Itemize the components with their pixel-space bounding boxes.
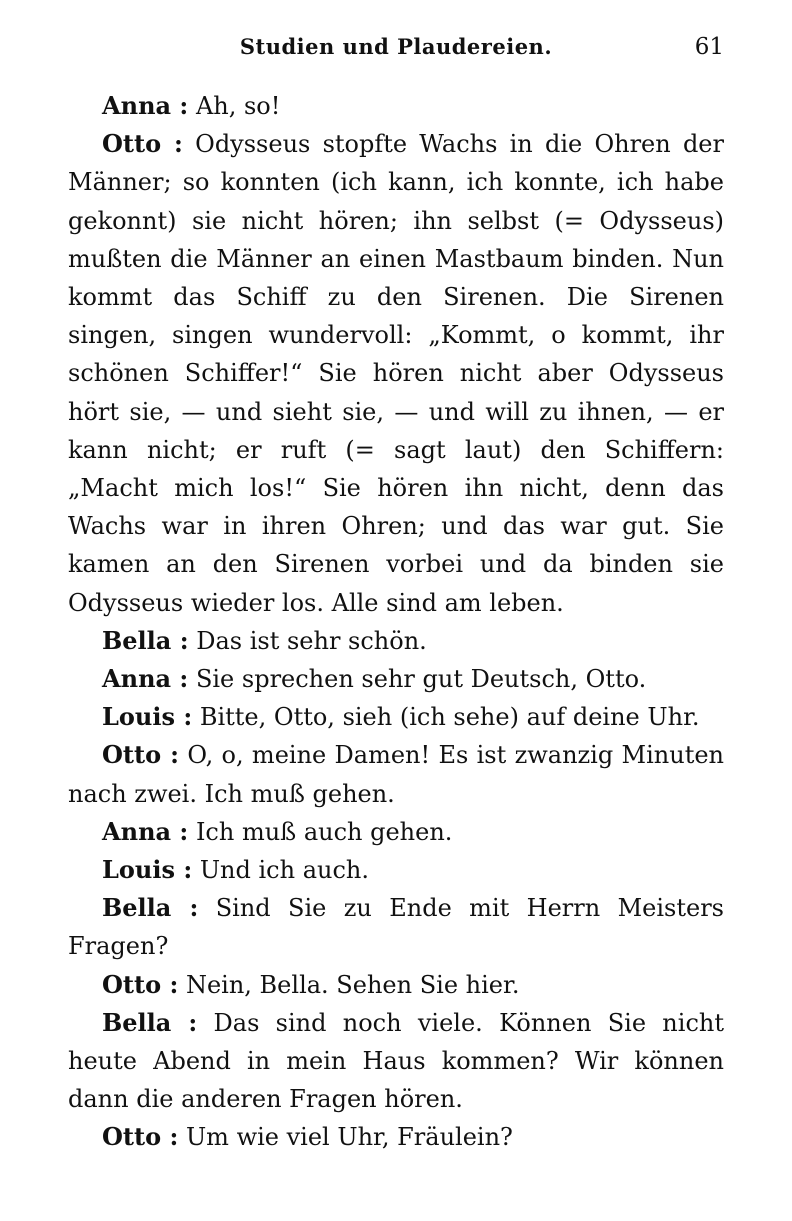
speaker-name: Louis :	[102, 855, 193, 885]
speaker-name: Otto :	[102, 129, 183, 159]
dialogue-paragraph	[68, 660, 724, 698]
dialogue-paragraph	[68, 1004, 724, 1119]
speech-text: Bitte, Otto, sieh (ich sehe) auf deine Uhr.	[199, 703, 700, 732]
page-number: 61	[694, 34, 724, 60]
speaker-name: Otto :	[102, 1122, 179, 1152]
speech-text: Sie sprechen sehr gut Deutsch, Otto.	[195, 665, 647, 694]
speaker-name: Otto :	[102, 740, 179, 770]
speech-text: Ich muß auch gehen.	[195, 817, 453, 846]
dialogue-paragraph	[68, 813, 724, 851]
dialogue-paragraph	[68, 889, 724, 965]
dialogue-paragraph	[68, 736, 724, 812]
speaker-name: Anna :	[102, 664, 189, 694]
speaker-name: Bella :	[102, 625, 189, 655]
dialogue-paragraph	[68, 1118, 724, 1156]
dialogue-paragraph	[68, 966, 724, 1004]
dialogue-paragraph	[68, 87, 724, 125]
speech-text: Ah, so!	[195, 92, 281, 120]
speech-text: Das ist sehr schön.	[196, 626, 427, 655]
speaker-name: Bella :	[102, 893, 199, 923]
speech-text: Sind Sie zu Ende mit Herrn Meisters Fragen?	[68, 894, 724, 961]
speaker-name: Otto :	[102, 969, 179, 999]
dialogue-paragraph	[68, 851, 724, 889]
running-head	[68, 34, 724, 68]
dialogue-paragraph	[68, 698, 724, 736]
speech-text: Odysseus stopfte Wachs in die Ohren der Männer; so konnten (ich kann, ich konnte, ich habe gekonnt) sie nicht hören; ihn selbst (= Odysseus) mußten die Männer an einen Mastbaum binden. Nun kommt das Schiff zu den Sirenen. Die Sirenen singen, singen wundervoll: „Kommt, o kommt, ihr schönen Schiffer!“ Sie hören nicht aber Odysseus hört sie, — und sieht sie, — und will zu ihnen, — er kann nicht; er ruft (= sagt laut) den Schiffern: „Macht mich los!“ Sie hören ihn nicht, denn das Wachs war in ihren Ohren; und das war gut. Sie kamen an den Sirenen vorbei und da binden sie Odysseus wieder los. Alle sind am leben.	[68, 130, 724, 617]
speaker-name: Anna :	[102, 91, 189, 120]
speech-text: O, o, meine Damen! Es ist zwanzig Minuten nach zwei. Ich muß gehen.	[68, 741, 724, 808]
speech-text: Um wie viel Uhr, Fräulein?	[185, 1123, 513, 1152]
dialogue-text	[68, 87, 724, 1157]
speaker-name: Louis :	[102, 702, 193, 732]
dialogue-paragraph	[68, 125, 724, 622]
speech-text: Und ich auch.	[199, 856, 369, 885]
speaker-name: Anna :	[102, 816, 189, 846]
dialogue-paragraph	[68, 622, 724, 660]
speaker-name: Bella :	[102, 1007, 198, 1037]
speech-text: Das sind noch viele. Können Sie nicht heute Abend in mein Haus kommen? Wir können dann die anderen Fragen hören.	[68, 1008, 724, 1114]
speech-text: Nein, Bella. Sehen Sie hier.	[185, 970, 520, 999]
running-title: Studien und Plaudereien.	[239, 34, 553, 59]
